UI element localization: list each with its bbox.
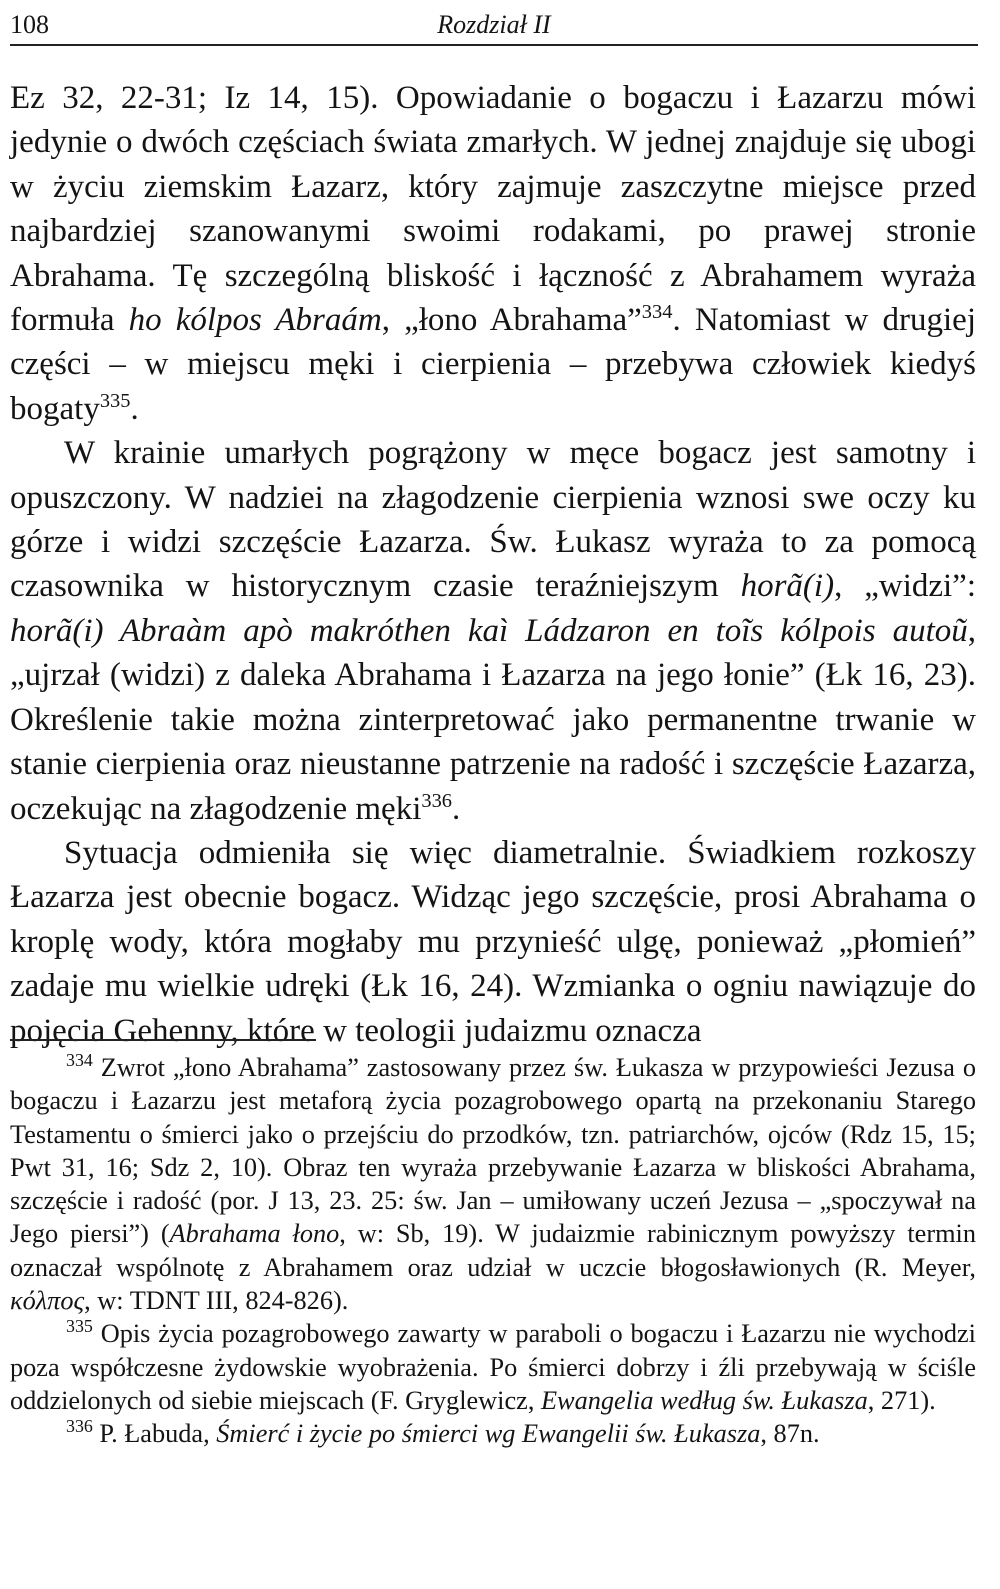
text-run: Zwrot „łono Abrahama” zastosowany przez św. Łukasza w przypowieści Jezusa o bogaczu i Łazarzu jest metaforą życia pozagrobowego opartą na przekonaniu Starego Testamentu o śmierci jako o przejściu do przodków, tzn. patriarchów, ojców (Rdz 15, 15; Pwt 31, 16; Sdz 2, 10). Obraz ten wyraża przebywanie Łazarza w bliskości Abrahama, szczęście i radość (por. J 13, 23. 25: św. Jan – umiłowany uczeń Jezusa – „spoczywał na Jego piersi”) ( bbox=[10, 1053, 976, 1249]
text-run: . bbox=[130, 390, 139, 427]
greek-word: κόλπος bbox=[10, 1286, 85, 1316]
footnote-number: 335 bbox=[66, 1316, 93, 1337]
footnote-ref-335: 335 bbox=[99, 389, 131, 412]
text-run: P. Łabuda, bbox=[92, 1419, 217, 1449]
text-run: , 87n. bbox=[760, 1419, 820, 1449]
footnote-separator bbox=[10, 1039, 316, 1041]
paragraph-1 bbox=[10, 76, 976, 431]
footnote-ref-336: 336 bbox=[421, 789, 453, 812]
text-run: , „widzi”: bbox=[834, 568, 976, 605]
greek-transliteration: ho kólpos Abraám bbox=[128, 302, 382, 339]
greek-transliteration: horã(i) Abraàm apò makróthen kaì Ládzaron en toĩs kólpois autoũ bbox=[10, 612, 968, 649]
text-run: . Natomiast w drugiej części – w miejscu męki i cierpienia – przebywa człowiek kiedyś bogaty bbox=[10, 302, 977, 427]
page-number: 108 bbox=[10, 10, 49, 39]
text-run: W krainie umarłych pogrążony w męce bogacz jest samotny i opuszczony. W nadziei na złagodzenie cierpienia wznosi swe oczy ku górze i widzi szczęście Łazarza. Św. Łukasz wyraża to za pomocą czasownika w historycznym czasie teraźniejszym bbox=[10, 435, 976, 605]
text-run: , 271). bbox=[867, 1385, 936, 1415]
text-run: , „łono Abrahama” bbox=[381, 302, 642, 339]
text-run: Opis życia pozagrobowego zawarty w paraboli o bogaczu i Łazarzu nie wychodzi poza współczesne żydowskie wyobrażenia. Po śmierci dobrzy i źli przebywają w ściśle oddzielonych od siebie miejscach (F. Gryglewicz, bbox=[10, 1319, 976, 1415]
paragraph-3 bbox=[10, 831, 976, 1053]
running-header bbox=[10, 8, 978, 46]
footnote-335 bbox=[10, 1317, 976, 1417]
footnote-336 bbox=[10, 1417, 976, 1450]
citation-title: Abrahama łono bbox=[169, 1219, 340, 1249]
footnote-number: 336 bbox=[66, 1416, 93, 1437]
text-run: Sytuacja odmieniła się więc diametralnie. Świadkiem rozkoszy Łazarza jest obecnie bogacz. Widząc jego szczęście, prosi Abrahama o kroplę wody, która mogłaby mu przynieść ulgę, ponieważ „płomień” zadaje mu wielkie udręki (Łk 16, 24). Wzmianka o ogniu nawiązuje do pojęcia Gehenny, które w teologii judaizmu oznacza bbox=[10, 834, 976, 1049]
citation-title: Ewangelia według św. Łukasza bbox=[540, 1385, 868, 1415]
text-run: Ez 32, 22-31; Iz 14, 15). Opowiadanie o bogaczu i Łazarzu mówi jedynie o dwóch częściach świata zmarłych. W jednej znajduje się ubogi w życiu ziemskim Łazarz, który zajmuje zaszczytne miejsce przed najbardziej szanowanymi swoimi rodakami, po prawej stronie Abrahama. Tę szczególną bliskość i łączność z Abrahamem wyraża formuła bbox=[10, 80, 976, 339]
footnote-ref-334: 334 bbox=[641, 301, 673, 324]
text-run: , „ujrzał (widzi) z daleka Abrahama i Łazarza na jego łonie” (Łk 16, 23). Określenie takie można zinterpretować jako permanentne trwanie w stanie cierpienia oraz nieustanne patrzenie na radość i szczęście Łazarza, oczekując na złagodzenie męki bbox=[10, 612, 976, 827]
text-run: , w: TDNT III, 824-826). bbox=[84, 1286, 349, 1316]
text-run: . bbox=[452, 790, 461, 827]
chapter-title: Rozdział II bbox=[437, 10, 551, 39]
footnotes bbox=[10, 1051, 976, 1451]
main-text bbox=[10, 76, 976, 1053]
greek-transliteration: horã(i) bbox=[740, 568, 835, 605]
text-run: , w: Sb, 19). W judaizmie rabinicznym powyższy termin oznaczał wspólnotę z Abrahamem oraz udział w uczcie błogosławionych (R. Meyer, bbox=[10, 1219, 976, 1282]
citation-title: Śmierć i życie po śmierci wg Ewangelii św. Łukasza bbox=[216, 1419, 761, 1449]
footnote-number: 334 bbox=[66, 1050, 93, 1071]
paragraph-2 bbox=[10, 431, 976, 831]
footnote-334 bbox=[10, 1051, 976, 1317]
